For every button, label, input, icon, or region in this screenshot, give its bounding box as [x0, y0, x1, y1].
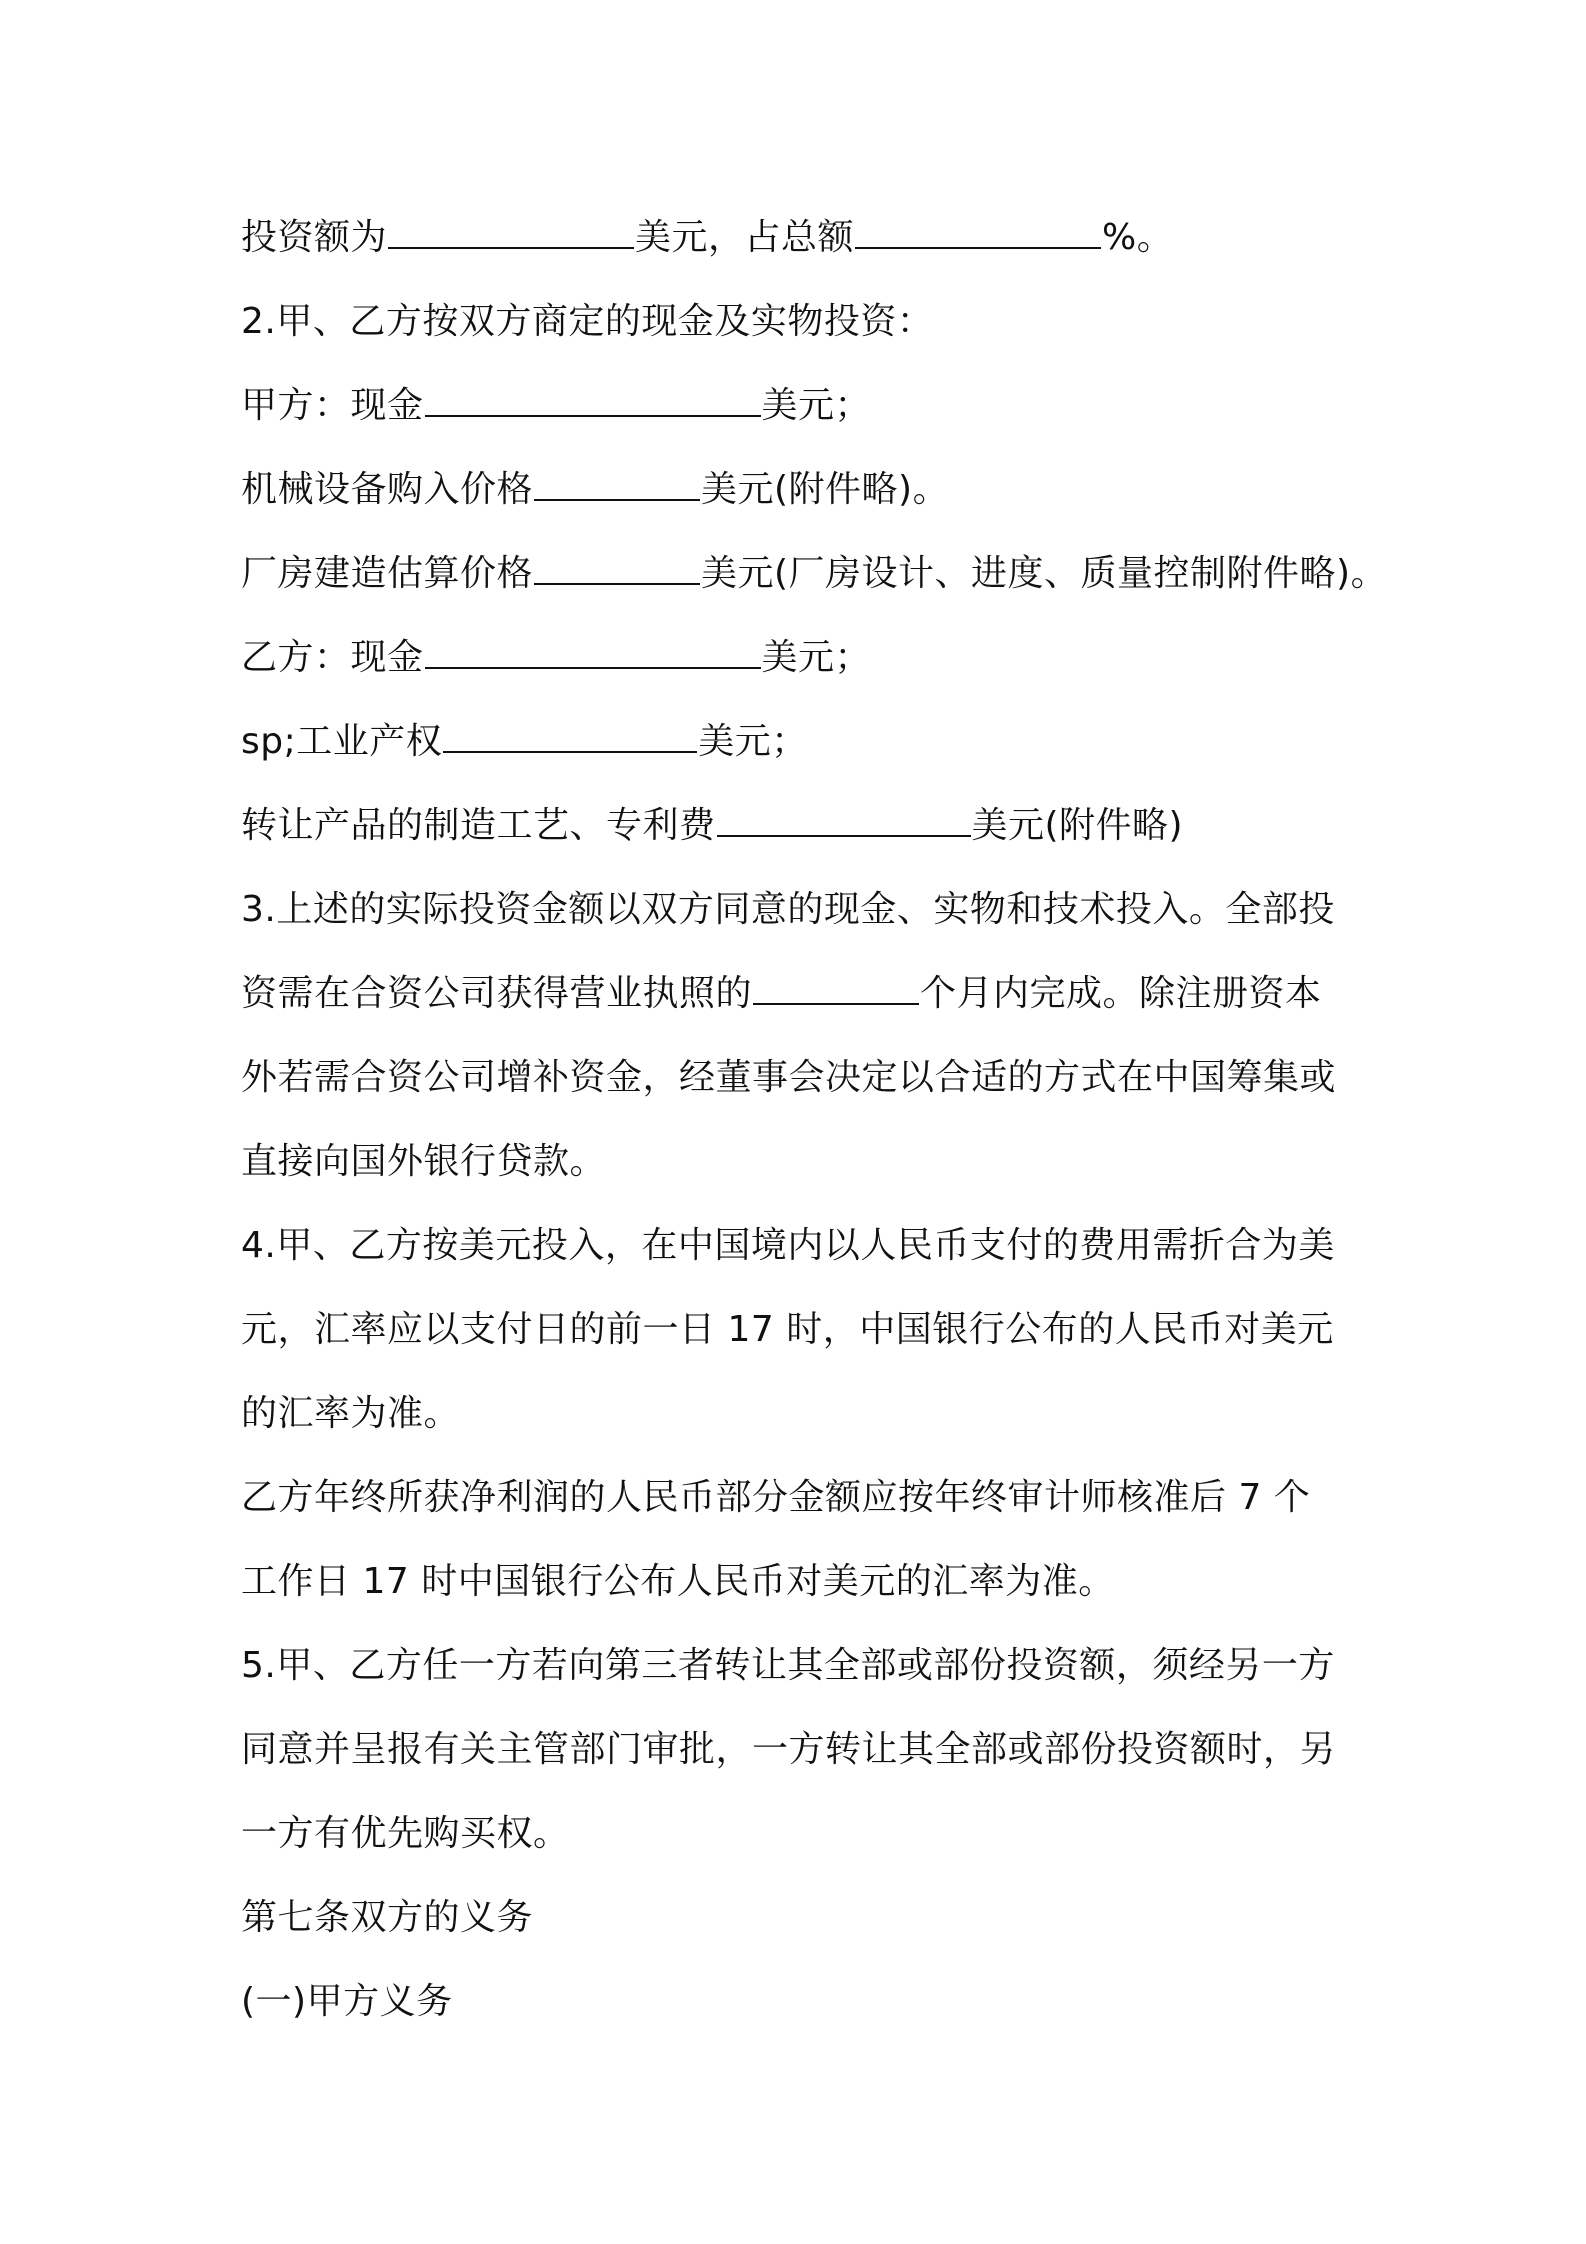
- paragraph-line: [241, 1708, 1366, 1792]
- document-body: [241, 196, 1388, 2044]
- paragraph-line: [241, 364, 1366, 448]
- text-segment: 外若需合资公司增补资金，经董事会决定以合适的方式在中国筹集或: [241, 1057, 1337, 1098]
- text-segment: 机械设备购入价格: [241, 469, 534, 510]
- text-segment: 5.甲、乙方任一方若向第三者转让其全部或部份投资额，须经另一方: [241, 1645, 1335, 1686]
- paragraph-line: [241, 1288, 1366, 1372]
- fill-in-blank[interactable]: [753, 973, 919, 1005]
- text-segment: 一方有优先购买权。: [241, 1813, 570, 1854]
- paragraph-line: [241, 1036, 1366, 1120]
- text-segment: 3.上述的实际投资金额以双方同意的现金、实物和技术投入。全部投: [241, 889, 1335, 930]
- paragraph-line: [241, 1960, 1366, 2044]
- fill-in-blank[interactable]: [534, 553, 700, 585]
- text-segment: 第七条双方的义务: [241, 1897, 534, 1938]
- paragraph-line: [241, 784, 1366, 868]
- text-segment: 美元(附件略): [971, 805, 1184, 846]
- text-segment: 同意并呈报有关主管部门审批，一方转让其全部或部份投资额时，另: [241, 1729, 1337, 1770]
- text-segment: 乙方：现金: [241, 637, 424, 678]
- text-segment: 转让产品的制造工艺、专利费: [241, 805, 716, 846]
- paragraph-line: [241, 1624, 1366, 1708]
- text-segment: 厂房建造估算价格: [241, 553, 534, 594]
- text-segment: 乙方年终所获净利润的人民币部分金额应按年终审计师核准后 7 个: [241, 1477, 1311, 1518]
- paragraph-line: [241, 1372, 1366, 1456]
- text-segment: 美元(厂房设计、进度、质量控制附件略)。: [701, 553, 1388, 594]
- fill-in-blank[interactable]: [425, 385, 761, 417]
- paragraph-line: [241, 1792, 1366, 1876]
- paragraph-line: [241, 1876, 1366, 1960]
- paragraph-line: [241, 1204, 1366, 1288]
- text-segment: 资需在合资公司获得营业执照的: [241, 973, 753, 1014]
- paragraph-line: [241, 700, 1366, 784]
- fill-in-blank[interactable]: [388, 217, 634, 249]
- fill-in-blank[interactable]: [717, 805, 971, 837]
- paragraph-line: [241, 1456, 1366, 1540]
- paragraph-line: [241, 952, 1366, 1036]
- text-segment: 工作日 17 时中国银行公布人民币对美元的汇率为准。: [241, 1561, 1115, 1602]
- text-segment: 美元；: [761, 637, 872, 678]
- text-segment: 投资额为: [241, 217, 388, 258]
- paragraph-line: [241, 868, 1366, 952]
- fill-in-blank[interactable]: [534, 469, 700, 501]
- text-segment: 甲方：现金: [241, 385, 424, 426]
- text-segment: 元，汇率应以支付日的前一日 17 时，中国银行公布的人民币对美元: [241, 1309, 1334, 1350]
- text-segment: 2.甲、乙方按双方商定的现金及实物投资：: [241, 301, 934, 342]
- text-segment: 美元(附件略)。: [701, 469, 950, 510]
- paragraph-line: [241, 1540, 1366, 1624]
- fill-in-blank[interactable]: [425, 637, 761, 669]
- fill-in-blank[interactable]: [855, 217, 1101, 249]
- paragraph-line: [241, 280, 1366, 364]
- text-segment: 直接向国外银行贷款。: [241, 1141, 607, 1182]
- paragraph-line: [241, 532, 1388, 616]
- text-segment: 美元，占总额: [635, 217, 855, 258]
- text-segment: %。: [1102, 217, 1174, 258]
- text-segment: sp;工业产权: [241, 721, 443, 762]
- paragraph-line: [241, 1120, 1366, 1204]
- fill-in-blank[interactable]: [443, 721, 697, 753]
- text-segment: 4.甲、乙方按美元投入，在中国境内以人民币支付的费用需折合为美: [241, 1225, 1335, 1266]
- text-segment: 个月内完成。除注册资本: [920, 973, 1322, 1014]
- text-segment: 美元；: [761, 385, 872, 426]
- paragraph-line: [241, 616, 1366, 700]
- text-segment: 的汇率为准。: [241, 1393, 461, 1434]
- paragraph-line: [241, 448, 1366, 532]
- text-segment: (一)甲方义务: [241, 1981, 453, 2022]
- text-segment: 美元；: [698, 721, 808, 762]
- paragraph-line: [241, 196, 1366, 280]
